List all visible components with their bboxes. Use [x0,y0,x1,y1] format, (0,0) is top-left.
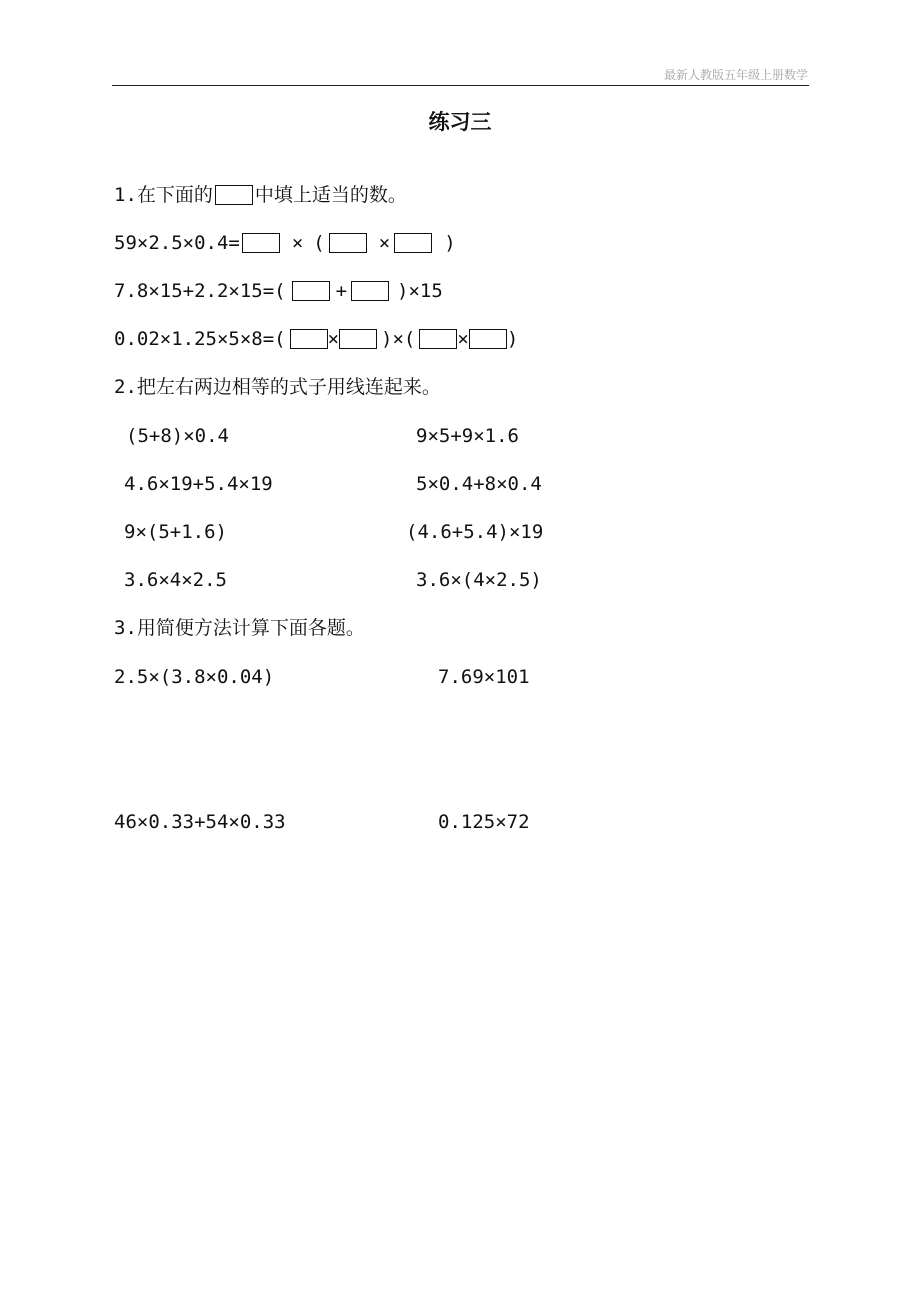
q1-row1-lhs: 59×2.5×0.4= [114,232,240,254]
answer-box[interactable] [469,329,507,349]
q1-row1-open: ( [313,232,325,254]
q1-row1-times2: × [378,232,391,254]
q1-row2-close: )×15 [397,280,443,302]
q1-row3-times1: × [327,328,340,350]
q3-problem: 2.5×(3.8×0.04) [114,666,275,688]
q1-row3-lhs: 0.02×1.25×5×8=( [114,328,286,350]
answer-box[interactable] [339,329,377,349]
q1-row2-lhs: 7.8×15+2.2×15=( [114,280,286,302]
answer-box[interactable] [351,281,389,301]
q3-problem: 46×0.33+54×0.33 [114,811,286,833]
q1-row2-plus: + [335,280,348,302]
q1-row3-mid: )×( [381,328,416,350]
answer-box[interactable] [329,233,367,253]
q1-row3 [114,327,518,351]
q2-left-item[interactable]: 4.6×19+5.4×19 [124,473,273,495]
answer-box[interactable] [290,329,328,349]
q2-right-item[interactable]: 9×5+9×1.6 [416,425,519,447]
q1-row1-times: × [291,232,304,254]
q1-prompt-after: 中填上适当的数。 [254,184,407,206]
q2-left-item[interactable]: 9×(5+1.6) [124,521,227,543]
q1-row1 [114,231,456,255]
q3-problem: 0.125×72 [438,811,530,833]
answer-box[interactable] [394,233,432,253]
q1-row1-close: ) [444,232,456,254]
q1-row3-times2: × [457,328,469,350]
q2-prompt: 2.把左右两边相等的式子用线连起来。 [114,376,441,398]
q1-row2 [114,279,443,303]
answer-box[interactable] [419,329,457,349]
q1-prompt [114,183,407,207]
q2-left-item[interactable]: (5+8)×0.4 [126,425,229,447]
page-header-text: 最新人教版五年级上册数学 [663,68,808,82]
q2-right-item[interactable]: 5×0.4+8×0.4 [416,473,542,495]
answer-box[interactable] [242,233,280,253]
q1-row3-close: ) [506,328,519,350]
header-divider [112,85,809,86]
answer-box[interactable] [292,281,330,301]
q3-problem: 7.69×101 [438,666,530,688]
answer-box-example [215,185,253,205]
q3-prompt: 3.用简便方法计算下面各题。 [114,617,365,639]
q2-right-item[interactable]: 3.6×(4×2.5) [416,569,542,591]
q2-left-item[interactable]: 3.6×4×2.5 [124,569,227,591]
q2-right-item[interactable]: (4.6+5.4)×19 [406,521,544,543]
page-title: 练习三 [428,109,492,134]
q1-prompt-before: 1.在下面的 [114,184,213,206]
